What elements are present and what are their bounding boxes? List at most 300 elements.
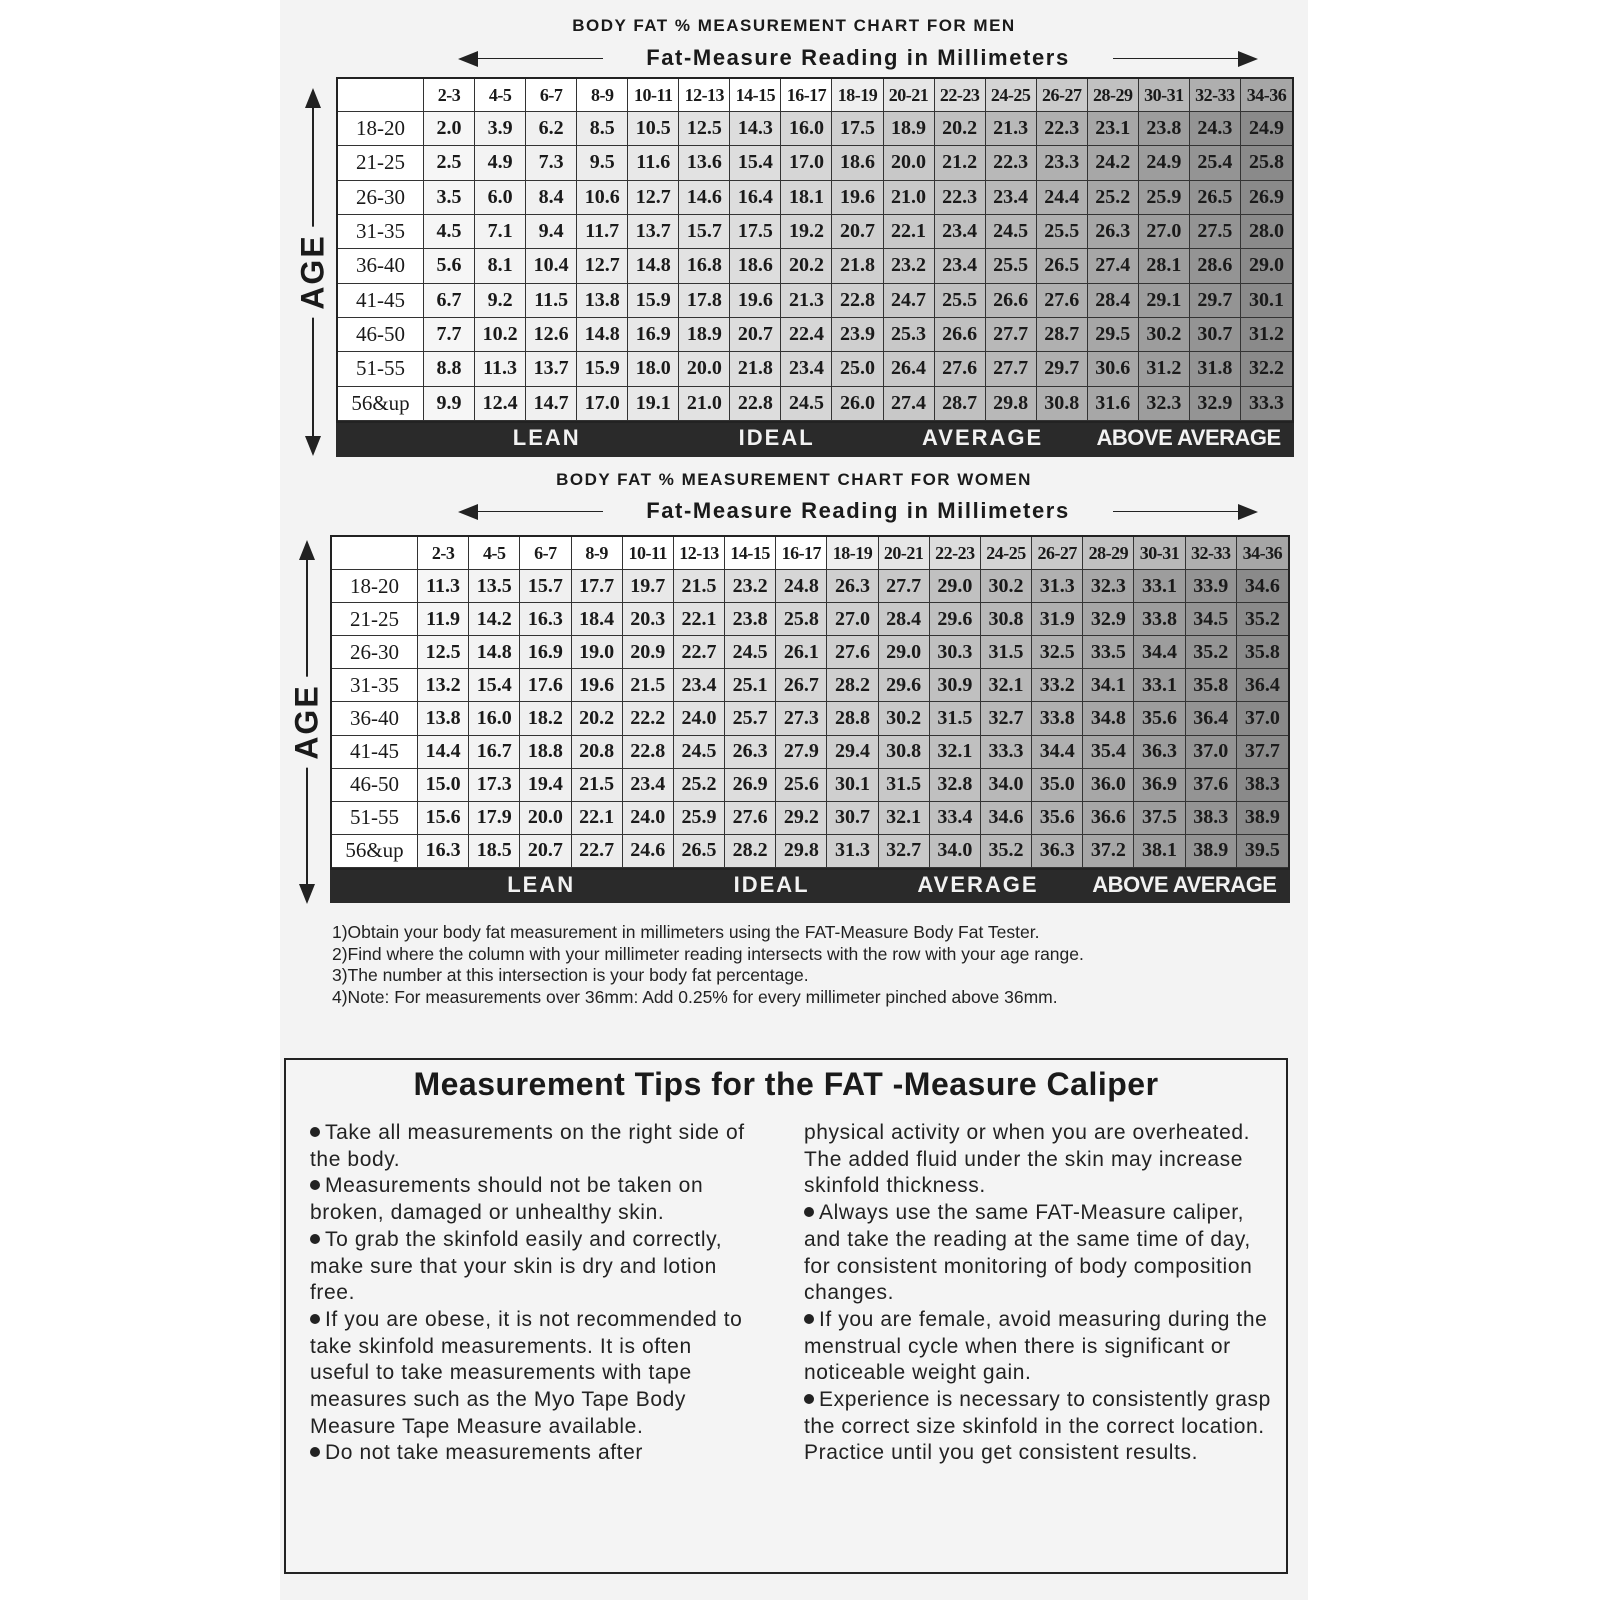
tip-continuation: physical activity or when you are overheated. The added fluid under the skin may increase skinfold thickness.	[804, 1121, 1251, 1198]
right-arrow-icon	[1238, 504, 1258, 520]
body-fat-cell: 27.7	[986, 352, 1037, 386]
instruction-line: 2)Find where the column with your millimeter reading intersects with the row with your age range.	[332, 943, 1084, 964]
tip-item	[310, 1227, 750, 1307]
column-header: 28-29	[1088, 79, 1139, 112]
column-header: 10-11	[623, 537, 674, 570]
body-fat-cell: 24.0	[674, 702, 725, 735]
age-range-header: 31-35	[332, 669, 418, 702]
body-fat-cell: 26.9	[1241, 181, 1292, 215]
column-header: 14-15	[730, 79, 781, 112]
men-age-label: AGE	[291, 226, 336, 317]
column-header: 18-19	[827, 537, 878, 570]
body-fat-cell: 8.1	[475, 249, 526, 283]
body-fat-cell: 30.1	[827, 769, 878, 802]
body-fat-cell: 28.4	[879, 603, 930, 636]
body-fat-cell: 25.5	[935, 284, 986, 318]
body-fat-cell: 27.0	[1139, 215, 1190, 249]
body-fat-cell: 26.6	[935, 318, 986, 352]
body-fat-cell: 16.0	[781, 112, 832, 146]
body-fat-cell: 35.6	[1032, 802, 1083, 835]
body-fat-cell: 27.0	[827, 603, 878, 636]
category-label: IDEAL	[738, 425, 815, 450]
body-fat-cell: 30.8	[981, 603, 1032, 636]
body-fat-cell: 22.4	[781, 318, 832, 352]
body-fat-cell: 24.5	[781, 387, 832, 421]
column-header: 12-13	[679, 79, 730, 112]
body-fat-cell: 21.2	[935, 146, 986, 180]
body-fat-cell: 21.5	[572, 769, 623, 802]
body-fat-cell: 4.9	[475, 146, 526, 180]
body-fat-cell: 15.7	[679, 215, 730, 249]
body-fat-cell: 13.8	[577, 284, 628, 318]
body-fat-cell: 23.4	[781, 352, 832, 386]
body-fat-cell: 19.7	[623, 570, 674, 603]
body-fat-cell: 16.7	[469, 736, 520, 769]
body-fat-cell: 33.9	[1186, 570, 1237, 603]
column-header: 18-19	[832, 79, 883, 112]
tip-text: Take all measurements on the right side of the body.	[310, 1121, 745, 1171]
body-fat-cell: 14.2	[469, 603, 520, 636]
body-fat-cell: 8.5	[577, 112, 628, 146]
body-fat-cell: 35.2	[1237, 603, 1288, 636]
body-fat-cell: 29.2	[776, 802, 827, 835]
body-fat-cell: 38.3	[1186, 802, 1237, 835]
column-header: 34-36	[1237, 537, 1288, 570]
body-fat-cell: 20.2	[935, 112, 986, 146]
body-fat-cell: 35.8	[1237, 636, 1288, 669]
women-age-axis	[290, 540, 324, 904]
body-fat-cell: 25.5	[1037, 215, 1088, 249]
body-fat-cell: 28.8	[827, 702, 878, 735]
body-fat-cell: 22.1	[674, 603, 725, 636]
body-fat-cell: 30.7	[1190, 318, 1241, 352]
body-fat-cell: 26.3	[827, 570, 878, 603]
tip-text: Do not take measurements after	[325, 1441, 643, 1465]
age-range-header: 31-35	[338, 215, 424, 249]
body-fat-cell: 11.3	[418, 570, 469, 603]
body-fat-cell: 20.2	[572, 702, 623, 735]
body-fat-cell: 11.6	[628, 146, 679, 180]
column-header: 6-7	[520, 537, 571, 570]
body-fat-cell: 16.3	[418, 835, 469, 868]
body-fat-cell: 30.8	[879, 736, 930, 769]
body-fat-cell: 30.7	[827, 802, 878, 835]
category-label: AVERAGE	[917, 872, 1039, 897]
column-header: 28-29	[1083, 537, 1134, 570]
tip-text: Measurements should not be taken on broken, damaged or unhealthy skin.	[310, 1174, 704, 1225]
body-fat-cell: 31.5	[930, 702, 981, 735]
body-fat-cell: 14.8	[577, 318, 628, 352]
body-fat-cell: 36.4	[1237, 669, 1288, 702]
body-fat-cell: 27.6	[827, 636, 878, 669]
age-range-header: 56&up	[332, 835, 418, 868]
tip-item	[310, 1307, 750, 1441]
column-header: 34-36	[1241, 79, 1292, 112]
body-fat-cell: 30.6	[1088, 352, 1139, 386]
body-fat-cell: 25.1	[725, 669, 776, 702]
body-fat-cell: 29.4	[827, 736, 878, 769]
body-fat-cell: 14.8	[469, 636, 520, 669]
body-fat-cell: 23.4	[623, 769, 674, 802]
tips-left-column	[310, 1120, 750, 1467]
body-fat-cell: 32.7	[981, 702, 1032, 735]
body-fat-cell: 18.9	[884, 112, 935, 146]
body-fat-cell: 32.7	[879, 835, 930, 868]
body-fat-cell: 24.5	[674, 736, 725, 769]
bullet-icon	[310, 1314, 320, 1324]
category-label: LEAN	[512, 425, 581, 450]
body-fat-cell: 24.9	[1139, 146, 1190, 180]
body-fat-cell: 33.5	[1083, 636, 1134, 669]
body-fat-cell: 22.8	[730, 387, 781, 421]
body-fat-cell: 9.9	[424, 387, 475, 421]
column-header: 2-3	[424, 79, 475, 112]
body-fat-cell: 26.3	[725, 736, 776, 769]
body-fat-cell: 25.2	[1088, 181, 1139, 215]
body-fat-cell: 18.5	[469, 835, 520, 868]
column-header: 20-21	[879, 537, 930, 570]
category-label: AVERAGE	[922, 425, 1044, 450]
body-fat-cell: 29.5	[1088, 318, 1139, 352]
column-header: 10-11	[628, 79, 679, 112]
body-fat-cell: 30.2	[879, 702, 930, 735]
body-fat-cell: 23.3	[1037, 146, 1088, 180]
body-fat-cell: 12.5	[679, 112, 730, 146]
body-fat-cell: 26.5	[674, 835, 725, 868]
column-header: 4-5	[469, 537, 520, 570]
tip-item	[804, 1200, 1274, 1307]
body-fat-cell: 13.7	[628, 215, 679, 249]
column-header: 24-25	[981, 537, 1032, 570]
body-fat-cell: 26.5	[1190, 181, 1241, 215]
body-fat-cell: 10.2	[475, 318, 526, 352]
body-fat-cell: 12.4	[475, 387, 526, 421]
body-fat-cell: 26.3	[1088, 215, 1139, 249]
age-range-header: 46-50	[338, 318, 424, 352]
body-fat-cell: 34.6	[1237, 570, 1288, 603]
body-fat-cell: 27.3	[776, 702, 827, 735]
column-header: 26-27	[1037, 79, 1088, 112]
body-fat-cell: 16.0	[469, 702, 520, 735]
body-fat-cell: 28.2	[725, 835, 776, 868]
body-fat-cell: 21.8	[730, 352, 781, 386]
body-fat-cell: 14.7	[526, 387, 577, 421]
body-fat-cell: 20.0	[520, 802, 571, 835]
body-fat-cell: 16.3	[520, 603, 571, 636]
body-fat-cell: 22.1	[884, 215, 935, 249]
category-label: IDEAL	[733, 872, 810, 897]
body-fat-cell: 10.6	[577, 181, 628, 215]
body-fat-cell: 22.7	[572, 835, 623, 868]
body-fat-cell: 22.1	[572, 802, 623, 835]
women-age-label: AGE	[285, 676, 330, 767]
age-range-header: 51-55	[332, 802, 418, 835]
body-fat-cell: 21.3	[986, 112, 1037, 146]
body-fat-cell: 22.7	[674, 636, 725, 669]
body-fat-cell: 33.3	[981, 736, 1032, 769]
women-chart-title: BODY FAT % MEASUREMENT CHART FOR WOMEN	[556, 470, 1032, 489]
body-fat-cell: 32.1	[879, 802, 930, 835]
body-fat-cell: 37.0	[1237, 702, 1288, 735]
body-fat-cell: 23.4	[935, 215, 986, 249]
body-fat-cell: 31.9	[1032, 603, 1083, 636]
age-range-header: 41-45	[332, 736, 418, 769]
body-fat-cell: 30.2	[1139, 318, 1190, 352]
body-fat-cell: 25.7	[725, 702, 776, 735]
body-fat-cell: 15.7	[520, 570, 571, 603]
body-fat-cell: 12.5	[418, 636, 469, 669]
body-fat-cell: 29.8	[776, 835, 827, 868]
age-range-header: 21-25	[332, 603, 418, 636]
body-fat-cell: 37.5	[1134, 802, 1185, 835]
body-fat-cell: 30.1	[1241, 284, 1292, 318]
body-fat-cell: 37.2	[1083, 835, 1134, 868]
body-fat-cell: 25.8	[776, 603, 827, 636]
age-range-header: 46-50	[332, 769, 418, 802]
tips-right-column	[804, 1120, 1274, 1467]
body-fat-cell: 2.5	[424, 146, 475, 180]
body-fat-cell: 23.1	[1088, 112, 1139, 146]
body-fat-cell: 25.9	[1139, 181, 1190, 215]
body-fat-cell: 13.8	[418, 702, 469, 735]
body-fat-cell: 21.5	[674, 570, 725, 603]
bullet-icon	[804, 1394, 814, 1404]
women-body-fat-table	[330, 535, 1290, 870]
body-fat-cell: 14.4	[418, 736, 469, 769]
body-fat-cell: 25.9	[674, 802, 725, 835]
body-fat-cell: 12.7	[628, 181, 679, 215]
body-fat-cell: 18.4	[572, 603, 623, 636]
body-fat-cell: 21.0	[679, 387, 730, 421]
body-fat-cell: 23.4	[986, 181, 1037, 215]
bullet-icon	[804, 1207, 814, 1217]
body-fat-cell: 36.3	[1032, 835, 1083, 868]
body-fat-cell: 10.5	[628, 112, 679, 146]
body-fat-cell: 25.0	[832, 352, 883, 386]
body-fat-cell: 34.5	[1186, 603, 1237, 636]
tip-item	[804, 1387, 1274, 1467]
body-fat-cell: 6.0	[475, 181, 526, 215]
age-range-header: 56&up	[338, 387, 424, 421]
body-fat-cell: 9.2	[475, 284, 526, 318]
age-range-header: 36-40	[332, 702, 418, 735]
body-fat-cell: 11.7	[577, 215, 628, 249]
men-subtitle-row	[458, 44, 1258, 72]
body-fat-cell: 23.2	[725, 570, 776, 603]
body-fat-cell: 29.6	[879, 669, 930, 702]
body-fat-cell: 18.9	[679, 318, 730, 352]
body-fat-cell: 27.6	[1037, 284, 1088, 318]
body-fat-cell: 13.2	[418, 669, 469, 702]
body-fat-cell: 34.1	[1083, 669, 1134, 702]
body-fat-cell: 23.8	[725, 603, 776, 636]
body-fat-cell: 15.4	[730, 146, 781, 180]
body-fat-cell: 4.5	[424, 215, 475, 249]
body-fat-cell: 12.6	[526, 318, 577, 352]
body-fat-cell: 32.9	[1190, 387, 1241, 421]
body-fat-cell: 30.9	[930, 669, 981, 702]
table-corner	[332, 537, 418, 570]
body-fat-cell: 34.4	[1032, 736, 1083, 769]
age-range-header: 18-20	[332, 570, 418, 603]
men-category-bar	[336, 423, 1294, 457]
body-fat-cell: 29.0	[930, 570, 981, 603]
body-fat-cell: 31.5	[879, 769, 930, 802]
body-fat-cell: 15.9	[628, 284, 679, 318]
body-fat-cell: 6.2	[526, 112, 577, 146]
column-header: 14-15	[725, 537, 776, 570]
body-fat-cell: 36.3	[1134, 736, 1185, 769]
body-fat-cell: 35.0	[1032, 769, 1083, 802]
body-fat-cell: 27.4	[1088, 249, 1139, 283]
body-fat-cell: 14.3	[730, 112, 781, 146]
body-fat-cell: 22.3	[1037, 112, 1088, 146]
body-fat-cell: 31.6	[1088, 387, 1139, 421]
body-fat-cell: 20.9	[623, 636, 674, 669]
body-fat-cell: 20.8	[572, 736, 623, 769]
body-fat-cell: 33.2	[1032, 669, 1083, 702]
body-fat-cell: 33.8	[1032, 702, 1083, 735]
tip-item	[310, 1173, 750, 1226]
age-range-header: 26-30	[332, 636, 418, 669]
table-corner	[338, 79, 424, 112]
body-fat-cell: 26.6	[986, 284, 1037, 318]
body-fat-cell: 37.7	[1237, 736, 1288, 769]
body-fat-cell: 32.1	[981, 669, 1032, 702]
body-fat-cell: 13.5	[469, 570, 520, 603]
body-fat-cell: 9.5	[577, 146, 628, 180]
body-fat-cell: 38.9	[1186, 835, 1237, 868]
column-header: 16-17	[781, 79, 832, 112]
body-fat-cell: 31.3	[827, 835, 878, 868]
body-fat-cell: 27.7	[986, 318, 1037, 352]
column-header: 30-31	[1134, 537, 1185, 570]
column-header: 6-7	[526, 79, 577, 112]
arrow-line	[1113, 58, 1248, 59]
body-fat-cell: 25.3	[884, 318, 935, 352]
body-fat-cell: 18.1	[781, 181, 832, 215]
body-fat-cell: 20.0	[679, 352, 730, 386]
down-arrow-icon	[305, 436, 321, 456]
body-fat-cell: 32.2	[1241, 352, 1292, 386]
body-fat-cell: 28.7	[935, 387, 986, 421]
body-fat-cell: 18.0	[628, 352, 679, 386]
age-range-header: 21-25	[338, 146, 424, 180]
body-fat-cell: 7.3	[526, 146, 577, 180]
body-fat-cell: 30.2	[981, 570, 1032, 603]
body-fat-cell: 29.8	[986, 387, 1037, 421]
body-fat-cell: 26.1	[776, 636, 827, 669]
body-fat-cell: 20.0	[884, 146, 935, 180]
bullet-icon	[310, 1447, 320, 1457]
women-chart-subtitle: Fat-Measure Reading in Millimeters	[646, 498, 1070, 523]
body-fat-cell: 17.7	[572, 570, 623, 603]
body-fat-cell: 38.9	[1237, 802, 1288, 835]
column-header: 22-23	[935, 79, 986, 112]
body-fat-cell: 34.6	[981, 802, 1032, 835]
body-fat-cell: 27.7	[879, 570, 930, 603]
column-header: 12-13	[674, 537, 725, 570]
body-fat-cell: 3.9	[475, 112, 526, 146]
right-arrow-icon	[1238, 51, 1258, 67]
body-fat-cell: 17.5	[730, 215, 781, 249]
age-range-header: 18-20	[338, 112, 424, 146]
body-fat-cell: 24.3	[1190, 112, 1241, 146]
body-fat-cell: 31.8	[1190, 352, 1241, 386]
instruction-line: 3)The number at this intersection is your body fat percentage.	[332, 965, 809, 985]
body-fat-cell: 36.4	[1186, 702, 1237, 735]
tip-text: Experience is necessary to consistently grasp the correct size skinfold in the correct location. Practice until you get consistent results.	[804, 1388, 1271, 1465]
instructions	[332, 922, 1312, 1008]
body-fat-cell: 21.0	[884, 181, 935, 215]
body-fat-cell: 22.2	[623, 702, 674, 735]
body-fat-cell: 22.3	[935, 181, 986, 215]
body-fat-cell: 27.5	[1190, 215, 1241, 249]
body-fat-cell: 28.4	[1088, 284, 1139, 318]
column-header: 26-27	[1032, 537, 1083, 570]
body-fat-cell: 36.9	[1134, 769, 1185, 802]
column-header: 16-17	[776, 537, 827, 570]
body-fat-cell: 22.8	[832, 284, 883, 318]
body-fat-cell: 27.6	[935, 352, 986, 386]
body-fat-cell: 19.2	[781, 215, 832, 249]
body-fat-cell: 25.6	[776, 769, 827, 802]
body-fat-cell: 17.9	[469, 802, 520, 835]
body-fat-cell: 2.0	[424, 112, 475, 146]
body-fat-cell: 8.4	[526, 181, 577, 215]
body-fat-cell: 16.9	[520, 636, 571, 669]
body-fat-cell: 35.6	[1134, 702, 1185, 735]
category-label: ABOVE AVERAGE	[1092, 872, 1277, 897]
body-fat-cell: 29.6	[930, 603, 981, 636]
instruction-line: 1)Obtain your body fat measurement in millimeters using the FAT-Measure Body Fat Tester.	[332, 922, 1040, 942]
instruction-line: 4)Note: For measurements over 36mm: Add 0.25% for every millimeter pinched above 36mm.	[332, 986, 1058, 1007]
body-fat-cell: 31.2	[1241, 318, 1292, 352]
tip-text: Always use the same FAT-Measure caliper, and take the reading at the same time of day, for consistent monitoring of body composition changes.	[804, 1201, 1253, 1305]
body-fat-cell: 18.2	[520, 702, 571, 735]
body-fat-cell: 38.3	[1237, 769, 1288, 802]
measurement-tips-box	[284, 1058, 1288, 1574]
body-fat-cell: 18.6	[832, 146, 883, 180]
column-header: 32-33	[1186, 537, 1237, 570]
men-age-axis	[296, 88, 330, 456]
body-fat-cell: 5.6	[424, 249, 475, 283]
column-header: 22-23	[930, 537, 981, 570]
body-fat-cell: 20.7	[832, 215, 883, 249]
tip-item	[804, 1307, 1274, 1387]
tip-text: If you are obese, it is not recommended to take skinfold measurements. It is often useful to take measurements with tape measures such as the Myo Tape Body Measure Tape Measure available.	[310, 1307, 743, 1438]
body-fat-cell: 17.3	[469, 769, 520, 802]
body-fat-cell: 18.6	[730, 249, 781, 283]
body-fat-cell: 3.5	[424, 181, 475, 215]
body-fat-cell: 34.0	[981, 769, 1032, 802]
bullet-icon	[310, 1234, 320, 1244]
body-fat-cell: 33.8	[1134, 603, 1185, 636]
body-fat-cell: 34.8	[1083, 702, 1134, 735]
body-fat-cell: 36.6	[1083, 802, 1134, 835]
body-fat-cell: 16.4	[730, 181, 781, 215]
body-fat-cell: 24.9	[1241, 112, 1292, 146]
body-fat-cell: 22.3	[986, 146, 1037, 180]
body-fat-cell: 27.9	[776, 736, 827, 769]
body-fat-cell: 17.0	[577, 387, 628, 421]
body-fat-cell: 9.4	[526, 215, 577, 249]
column-header: 20-21	[884, 79, 935, 112]
category-label: LEAN	[507, 872, 576, 897]
body-fat-cell: 24.5	[986, 215, 1037, 249]
body-fat-cell: 20.7	[730, 318, 781, 352]
body-fat-cell: 15.4	[469, 669, 520, 702]
